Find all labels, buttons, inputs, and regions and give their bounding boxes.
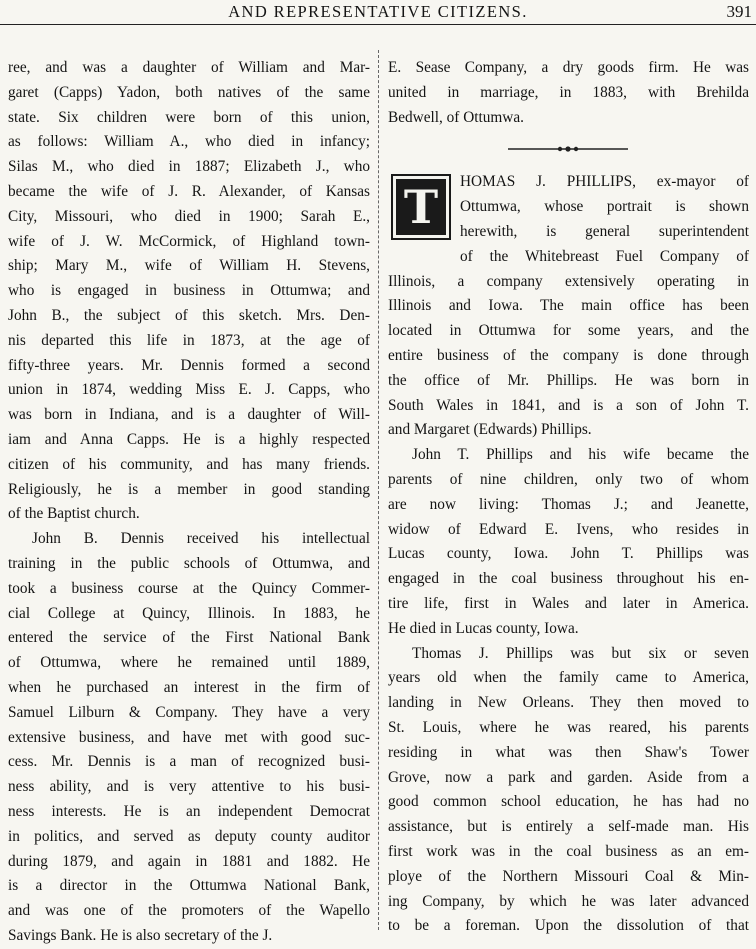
text-line: City, Missouri, who died in 1900; Sarah E.,	[8, 207, 370, 225]
drop-cap-initial: T	[391, 174, 451, 240]
running-header	[0, 0, 756, 26]
text-line: as follows: William A., who died in infancy;	[8, 133, 370, 151]
text-line: Grove, now a park and garden. Aside from a	[388, 768, 749, 786]
text-line: state. Six children were born of this union,	[8, 108, 370, 126]
text-line: Samuel Lilburn & Company. They have a very	[8, 703, 370, 721]
page-number: 391	[726, 2, 752, 21]
text-line: of the Baptist church.	[8, 505, 140, 523]
text-line: and Margaret (Edwards) Phillips.	[388, 421, 592, 439]
text-line: engaged in the coal business throughout his en-	[388, 570, 749, 588]
text-line: landing in New Orleans. They then moved to	[388, 694, 749, 712]
ornament-rule-icon	[508, 144, 628, 154]
text-line: widow of Edward E. Ivens, who resides in	[388, 520, 749, 538]
text-line: John B., the subject of this sketch. Mrs. Den-	[8, 306, 370, 324]
column-divider	[378, 50, 379, 930]
text-line: good common school education, he has had no	[388, 793, 749, 811]
text-line: herewith, is general superintendent	[460, 222, 749, 240]
text-line: Illinois and Iowa. The main office has been	[388, 297, 749, 315]
text-line: Illinois, a company extensively operating in	[388, 272, 749, 290]
text-line: HOMAS J. PHILLIPS, ex-mayor of	[460, 173, 749, 191]
text-line: wife of J. W. McCormick, of Highland town-	[8, 232, 370, 250]
text-line: John B. Dennis received his intellectual	[32, 530, 370, 548]
left-column	[8, 56, 370, 949]
text-line: St. Louis, where he was reared, his parents	[388, 718, 749, 736]
right-column	[388, 56, 749, 939]
text-line: during 1879, and again in 1881 and 1882. He	[8, 852, 370, 870]
text-line: of Ottumwa, where he remained until 1889,	[8, 654, 370, 672]
text-line: extensive business, and have met with good suc-	[8, 728, 370, 746]
text-line: union in 1874, wedding Miss E. J. Capps, who	[8, 381, 370, 399]
text-line: united in marriage, in 1883, with Brehilda	[388, 83, 749, 101]
text-line: E. Sease Company, a dry goods firm. He was	[388, 59, 749, 76]
text-line: parents of nine children, only two of whom	[388, 470, 749, 488]
text-line: took a business course at the Quincy Commer-	[8, 579, 370, 597]
text-line: who is engaged in business in Ottumwa; and	[8, 282, 370, 300]
biography-opening	[388, 170, 749, 269]
text-line: is a director in the Ottumwa National Bank,	[8, 877, 370, 895]
text-line: in politics, and served as deputy county auditor	[8, 827, 370, 845]
text-line: are now living: Thomas J.; and Jeanette,	[388, 495, 749, 513]
text-line: Thomas J. Phillips was but six or seven	[412, 644, 749, 662]
text-line: South Wales in 1841, and is a son of John T.	[388, 396, 749, 414]
text-line: Bedwell, of Ottumwa.	[388, 108, 524, 126]
header-rule	[0, 24, 756, 25]
text-line: ness ability, and is very attentive to his busi-	[8, 778, 370, 796]
text-line: John T. Phillips and his wife became the	[412, 446, 749, 464]
text-line: years old when the family came to America,	[388, 669, 749, 687]
right-column-top-paragraph	[388, 56, 749, 130]
text-line: entire business of the company is done through	[388, 346, 749, 364]
text-line: located in Ottumwa for some years, and the	[388, 322, 749, 340]
header-title: AND REPRESENTATIVE CITIZENS.	[228, 2, 528, 21]
text-line: and was one of the promoters of the Wapello	[8, 902, 370, 920]
text-line: ploye of the Northern Missouri Coal & Min-	[388, 867, 749, 885]
text-line: ness interests. He is an independent Democrat	[8, 802, 370, 820]
right-column-body	[388, 270, 749, 940]
text-line: entered the service of the First National Bank	[8, 629, 370, 647]
text-line: nis departed this life in 1873, at the age of	[8, 331, 370, 349]
text-line: cial College at Quincy, Illinois. In 1883, he	[8, 604, 370, 622]
text-line: became the wife of J. R. Alexander, of Kansas	[8, 182, 370, 200]
text-line: Religiously, he is a member in good standing	[8, 480, 370, 498]
text-line: iam and Anna Capps. He is a highly respected	[8, 430, 370, 448]
text-line: training in the public schools of Ottumwa, and	[8, 554, 370, 572]
text-line: was born in Indiana, and is a daughter of Will-	[8, 406, 370, 424]
text-line: He died in Lucas county, Iowa.	[388, 619, 579, 637]
text-line: ree, and was a daughter of William and Mar-	[8, 59, 370, 76]
section-ornament	[388, 130, 749, 170]
text-line: citizen of his community, and has many friends.	[8, 455, 370, 473]
text-line: to be a foreman. Upon the dissolution of that	[388, 917, 749, 935]
text-line: Lucas county, Iowa. John T. Phillips was	[388, 545, 749, 563]
text-line: first work was in the coal business as an em-	[388, 842, 749, 860]
text-line: tire life, first in Wales and later in America.	[388, 594, 749, 612]
text-line: cess. Mr. Dennis is a man of recognized busi-	[8, 753, 370, 771]
text-line: garet (Capps) Yadon, both natives of the same	[8, 83, 370, 101]
text-line: Ottumwa, whose portrait is shown	[460, 198, 749, 216]
text-line: residing in what was then Shaw's Tower	[388, 743, 749, 761]
text-line: Savings Bank. He is also secretary of the J.	[8, 926, 273, 944]
text-line: ship; Mary M., wife of William H. Stevens,	[8, 257, 370, 275]
text-line: Silas M., who died in 1887; Elizabeth J., who	[8, 158, 370, 176]
text-line: ing Company, by which he was later advanced	[388, 892, 749, 910]
text-line: assistance, but is entirely a self-made man. His	[388, 818, 749, 836]
text-line: when he purchased an interest in the firm of	[8, 678, 370, 696]
text-line: fifty-three years. Mr. Dennis formed a second	[8, 356, 370, 374]
text-line: of the Whitebreast Fuel Company of	[460, 247, 749, 265]
text-line: the office of Mr. Phillips. He was born in	[388, 371, 749, 389]
